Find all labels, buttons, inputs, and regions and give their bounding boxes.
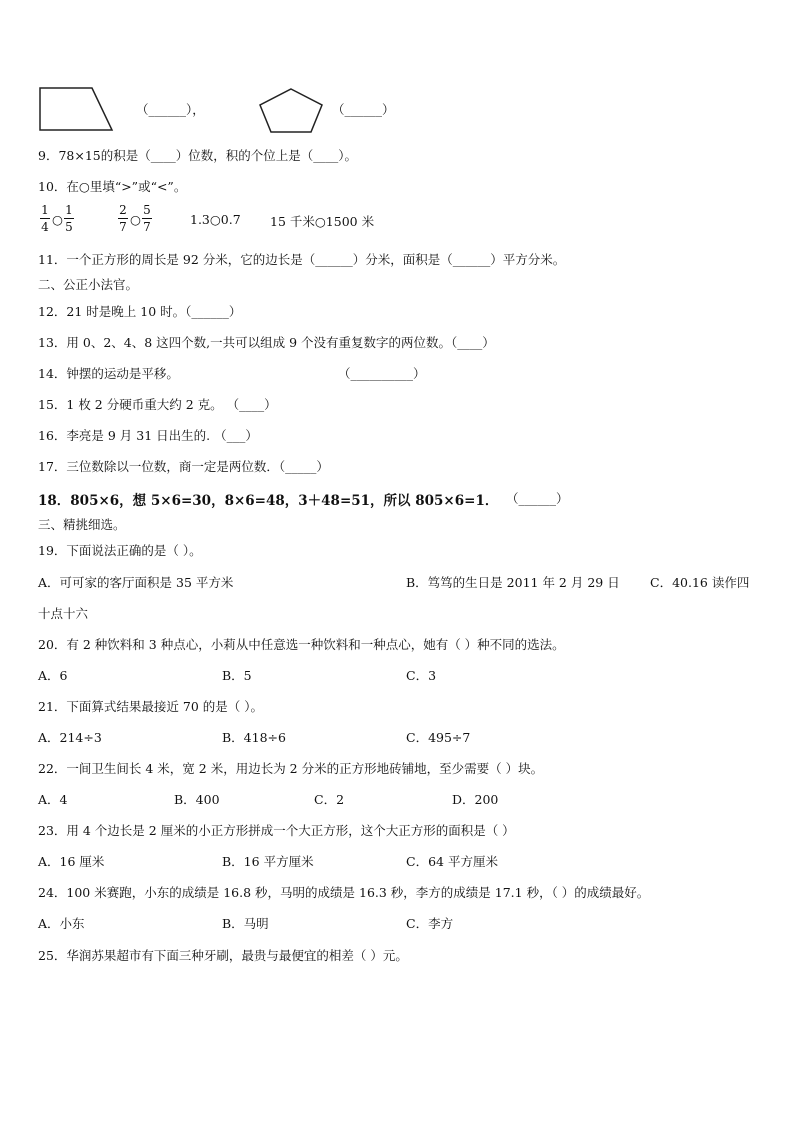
section-2-heading: 二、公正小法官。 — [38, 277, 139, 292]
question-23-option-a: A．16 厘米 — [38, 854, 105, 869]
fraction-5-7: 5 7 — [143, 203, 151, 234]
question-20-option-a: A．6 — [38, 668, 68, 683]
compare-decimal: 1.3○0.7 — [190, 212, 241, 227]
question-13: 13．用 0、2、4、8 这四个数,一共可以组成 9 个没有重复数字的两位数。（____） — [38, 335, 495, 350]
question-18-blank: （______） — [506, 491, 569, 506]
question-17: 17．三位数除以一位数，商一定是两位数．（_____） — [38, 459, 329, 474]
shape-blank-2: （______） — [332, 102, 395, 117]
section-3-heading: 三、精挑细选。 — [38, 517, 126, 532]
question-21-option-c: C．495÷7 — [406, 730, 471, 745]
question-9: 9．78×15的积是（____）位数，积的个位上是（____）。 — [38, 148, 357, 163]
question-24-option-a: A．小东 — [38, 916, 85, 931]
question-18: 18．805×6，想 5×6=30，8×6=48，3＋48=51，所以 805×6=1． — [38, 493, 499, 509]
question-21: 21．下面算式结果最接近 70 的是（ ）。 — [38, 699, 263, 714]
compare-circle-2: ○ — [130, 212, 141, 227]
question-19: 19．下面说法正确的是（ ）。 — [38, 543, 202, 558]
compare-circle-1: ○ — [52, 212, 63, 227]
question-25: 25．华润苏果超市有下面三种牙刷，最贵与最便宜的相差（ ）元。 — [38, 948, 408, 963]
question-19-option-c-cont: 十点十六 — [38, 606, 89, 621]
question-12: 12．21 时是晚上 10 时。（______） — [38, 304, 242, 319]
question-22: 22．一间卫生间长 4 米，宽 2 米，用边长为 2 分米的正方形地砖铺地，至少需要（ ）块。 — [38, 761, 544, 776]
question-21-option-b: B．418÷6 — [222, 730, 286, 745]
question-19-option-c: C．40.16 读作四 — [650, 575, 750, 590]
question-22-option-a: A．4 — [38, 792, 68, 807]
fraction-1-5: 1 5 — [65, 203, 73, 234]
question-22-option-d: D．200 — [452, 792, 499, 807]
compare-length: 15 千米○1500 米 — [270, 214, 375, 229]
question-24: 24．100 米赛跑，小东的成绩是 16.8 秒，马明的成绩是 16.3 秒，李方的成绩是 17.1 秒，（ ）的成绩最好。 — [38, 885, 650, 900]
question-11: 11．一个正方形的周长是 92 分米，它的边长是（______）分米，面积是（______）平方分米。 — [38, 252, 566, 267]
pentagon-figure — [256, 86, 326, 134]
question-20: 20．有 2 种饮料和 3 种点心，小莉从中任意选一种饮料和一种点心，她有（ ）种不同的选法。 — [38, 637, 565, 652]
fraction-1-4: 1 4 — [41, 203, 49, 234]
fraction-2-7: 2 7 — [119, 203, 127, 234]
question-22-option-c: C．2 — [314, 792, 345, 807]
question-15: 15．1 枚 2 分硬币重大约 2 克。 （____） — [38, 397, 277, 412]
question-16: 16．李亮是 9 月 31 日出生的. （___） — [38, 428, 258, 443]
question-23-option-b: B．16 平方厘米 — [222, 854, 314, 869]
question-20-option-c: C．3 — [406, 668, 437, 683]
question-14: 14．钟摆的运动是平移。 — [38, 366, 179, 381]
question-24-option-c: C．李方 — [406, 916, 454, 931]
question-21-option-a: A．214÷3 — [38, 730, 102, 745]
question-23-option-c: C．64 平方厘米 — [406, 854, 498, 869]
question-23: 23．用 4 个边长是 2 厘米的小正方形拼成一个大正方形，这个大正方形的面积是（ ） — [38, 823, 515, 838]
question-24-option-b: B．马明 — [222, 916, 269, 931]
question-14-blank: （__________） — [338, 366, 426, 381]
trapezoid-figure — [36, 84, 116, 134]
question-19-option-a: A．可可家的客厅面积是 35 平方米 — [38, 575, 234, 590]
question-10: 10．在○里填“>”或“<”。 — [38, 179, 187, 194]
question-19-option-b: B．笃笃的生日是 2011 年 2 月 29 日 — [406, 575, 620, 590]
question-22-option-b: B．400 — [174, 792, 220, 807]
question-20-option-b: B．5 — [222, 668, 252, 683]
shape-blank-1: （______）， — [136, 102, 205, 117]
